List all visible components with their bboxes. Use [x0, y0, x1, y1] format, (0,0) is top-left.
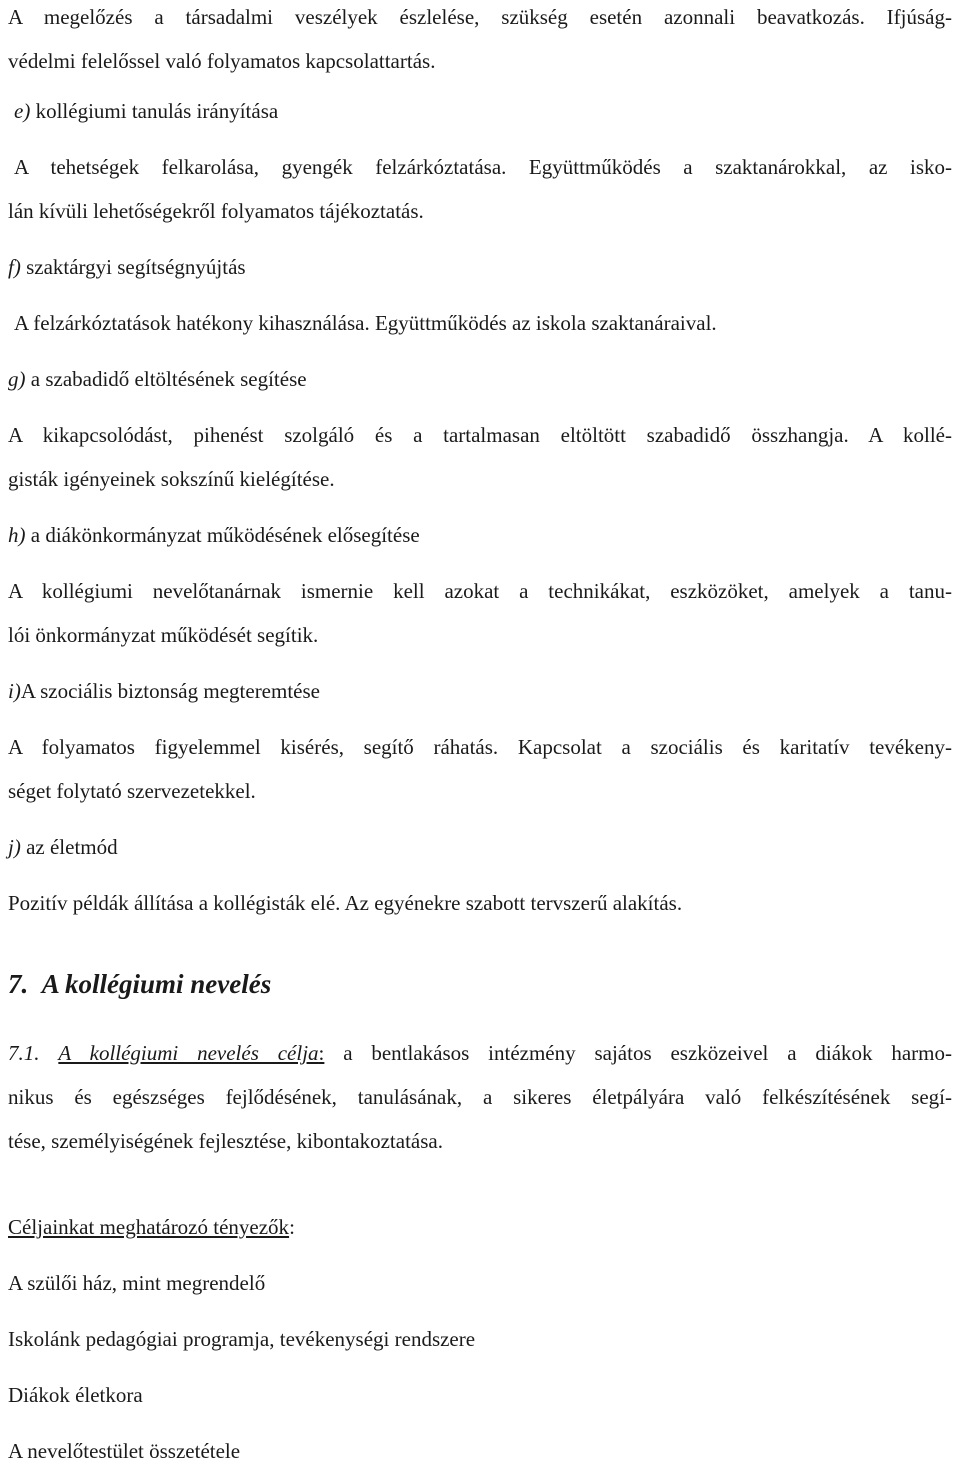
factor-item: A szülői ház, mint megrendelő — [8, 1271, 266, 1295]
item-h-title: a diákönkormányzat működésének elősegítése — [25, 523, 420, 547]
item-g-line-1: A kikapcsolódást, pihenést szolgáló és a tartalmasan eltöltött szabadidő összhangja. A kollé- — [8, 423, 952, 447]
item-h-marker: h) — [8, 523, 26, 547]
section-7-1-line-2: nikus és egészséges fejlődésének, tanulásának, a sikeres életpályára való felkészítésének segí- — [8, 1085, 952, 1109]
item-h-line-1: A kollégiumi nevelőtanárnak ismernie kell azokat a technikákat, eszközöket, amelyek a tanu- — [8, 579, 952, 603]
section-7-1-line-1 — [8, 1040, 952, 1066]
item-g-heading — [8, 366, 952, 392]
item-j-marker: j) — [8, 835, 21, 859]
item-g-line-2: gisták igényeinek sokszínű kielégítése. — [8, 467, 335, 491]
item-e-line-2: lán kívüli lehetőségekről folyamatos tájékoztatás. — [8, 199, 424, 223]
item-i-heading — [8, 678, 952, 704]
item-j-line-1: Pozitív példák állítása a kollégisták elé. Az egyénekre szabott tervszerű alakítás. — [8, 891, 683, 915]
item-e-marker: e) — [14, 99, 31, 123]
section-7-number: 7. — [8, 969, 29, 999]
item-f-marker: f) — [8, 255, 21, 279]
item-j-heading — [8, 834, 952, 860]
factors-heading — [8, 1214, 952, 1240]
section-7-1-label: A kollégiumi nevelés célja — [58, 1041, 319, 1065]
item-i-line-2: séget folytató szervezetekkel. — [8, 779, 256, 803]
item-h-line-2: lói önkormányzat működését segítik. — [8, 623, 319, 647]
section-7-1-line-3: tése, személyiségének fejlesztése, kibontakoztatása. — [8, 1129, 443, 1153]
item-j-title: az életmód — [20, 835, 118, 859]
factor-item: Diákok életkora — [8, 1383, 143, 1407]
factors-heading-colon: : — [289, 1215, 295, 1239]
item-f-line-1: A felzárkóztatások hatékony kihasználása. Együttműködés az iskola szaktanáraival. — [14, 311, 717, 335]
item-e-heading — [14, 98, 952, 124]
item-f-heading — [8, 254, 952, 280]
item-h-heading — [8, 522, 952, 548]
item-g-marker: g) — [8, 367, 26, 391]
factor-item: Iskolánk pedagógiai programja, tevékenységi rendszere — [8, 1327, 476, 1351]
item-i-line-1: A folyamatos figyelemmel kisérés, segítő ráhatás. Kapcsolat a szociális és karitatív tevékeny- — [8, 735, 952, 759]
factors-heading-text: Céljainkat meghatározó tényezők — [8, 1215, 290, 1239]
item-e-line-1: A tehetségek felkarolása, gyengék felzárkóztatása. Együttműködés a szaktanárokkal, az isko- — [14, 155, 952, 179]
item-e-title: kollégiumi tanulás irányítása — [30, 99, 279, 123]
section-7-1-colon: : — [318, 1041, 325, 1065]
section-7-heading — [8, 968, 952, 1000]
item-g-title: a szabadidő eltöltésének segítése — [25, 367, 307, 391]
intro-line-1: A megelőzés a társadalmi veszélyek észlelése, szükség esetén azonnali beavatkozás. Ifjúság- — [8, 5, 952, 29]
section-7-title: A kollégiumi nevelés — [41, 969, 272, 999]
intro-line-2: védelmi felelőssel való folyamatos kapcsolattartás. — [8, 49, 436, 73]
item-i-marker: i) — [8, 679, 21, 703]
section-7-1-number: 7.1. — [8, 1041, 40, 1065]
factor-item: A nevelőtestület összetétele — [8, 1439, 241, 1463]
item-i-title: A szociális biztonság megteremtése — [20, 679, 320, 703]
section-7-1-text: a bentlakásos intézmény sajátos eszközeivel a diákok harmo- — [324, 1041, 953, 1065]
item-f-title: szaktárgyi segítségnyújtás — [20, 255, 246, 279]
